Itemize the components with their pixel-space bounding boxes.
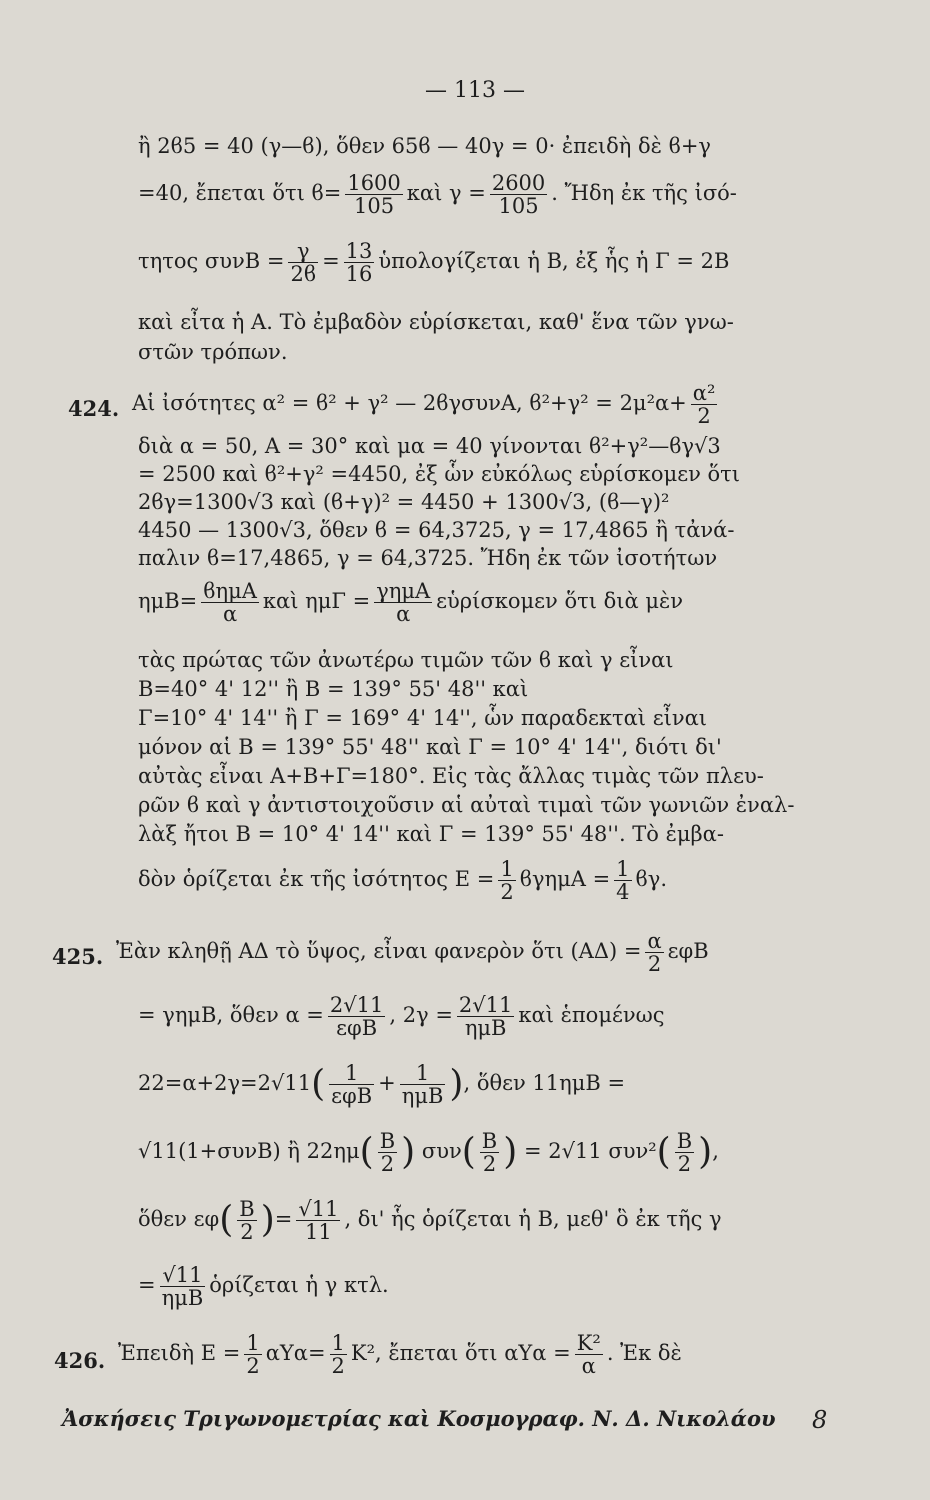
text-line: Β=40° 4' 12'' ἢ Β = 139° 55' 48'' καὶ (138, 677, 529, 701)
text-line: = √11 ημΒ ὁρίζεται ἡ γ κτλ. (138, 1263, 389, 1311)
text-line: Αἱ ἰσότητες α² = ϐ² + γ² — 2ϐγσυνΑ, ϐ²+γ² = 2μ²α+ $\frac{\text{α²}}{2}$ (132, 381, 716, 429)
fraction: 1 ημΒ (401, 1061, 444, 1109)
text-line: = 2500 καὶ ϐ²+γ² =4450, ἐξ ὧν εὐκόλως εὑρίσκομεν ὅτι (138, 462, 741, 486)
text-line: ὅθεν εφ( $\frac{B}{2}$ )= $\frac{√11}{11}$ , δι' ἧς ὁρίζεται ἡ Β, μεθ' ὃ ἐκ τῆς γ (138, 1197, 722, 1245)
fraction: $\frac{B}{2}$ (676, 1129, 693, 1177)
text-line: 4450 — 1300√3, ὅθεν ϐ = 64,3725, γ = 17,4865 ἢ τἀνά- (138, 518, 735, 542)
fraction: $\frac{1}{4}$ (616, 857, 630, 905)
fraction: $\frac{B}{2}$ (481, 1129, 498, 1177)
text-line: μόνον αἱ Β = 139° 55' 48'' καὶ Γ = 10° 4' 14'', διότι δι' (138, 735, 722, 759)
fraction: γημΑ α (376, 579, 431, 627)
fraction: $\frac{B}{2}$ (379, 1129, 396, 1177)
text-line: √11(1+συνΒ) ἢ 22ημ( $\frac{B}{2}$ ) συν( $\frac{B}{2}$ ) = 2√11 συν²( $\frac{B}{2}$ ), (138, 1129, 719, 1177)
text-line: Ἐπειδὴ Ε = $\frac{1}{2}$ αΥα= $\frac{1}{2}$ Κ², ἔπεται ὅτι αΥα = $\frac{\text{Κ²}}{\alpha}$ . Ἐκ δὲ (118, 1331, 682, 1379)
problem-number: 426. (54, 1348, 106, 1373)
text-line: τὰς πρώτας τῶν ἀνωτέρω τιμῶν τῶν ϐ καὶ γ εἶναι (138, 648, 674, 672)
fraction: $\frac{1}{2}$ (246, 1331, 260, 1379)
fraction: $\frac{1600}{105}$ (347, 171, 401, 219)
text-line: 2ϐγ=1300√3 καὶ (ϐ+γ)² = 4450 + 1300√3, (ϐ—γ)² (138, 490, 670, 514)
footer-signature: 8 (812, 1406, 828, 1434)
fraction: √11 ημΒ (161, 1263, 204, 1311)
footer-title: Ἀσκήσεις Τριγωνομετρίας καὶ Κοσμογραφ. Ν. Δ. Νικολάου (62, 1406, 776, 1431)
problem-number: 425. (52, 944, 104, 969)
text-line: ἢ 2ϐ5 = 40 (γ—ϐ), ὅθεν 65ϐ — 40γ = 0· ἐπειδὴ δὲ ϐ+γ (138, 134, 711, 158)
fraction: $\frac{\gamma}{2ϐ}$ (290, 239, 317, 287)
problem-number: 424. (68, 396, 120, 421)
fraction: 1 εφΒ (331, 1061, 373, 1109)
text-line: δὸν ὁρίζεται ἐκ τῆς ἰσότητος Ε = $\frac{1}{2}$ ϐγημΑ = $\frac{1}{4}$ ϐγ. (138, 857, 668, 905)
text-line: ρῶν ϐ καὶ γ ἀντιστοιχοῦσιν αἱ αὐταὶ τιμαὶ τῶν γωνιῶν ἐναλ- (138, 793, 795, 817)
text-line: τητος συνΒ = $\frac{\gamma}{2ϐ}$ = $\frac{13}{16}$ ὑπολογίζεται ἡ Β, ἐξ ἧς ἡ Γ = 2Β (138, 239, 730, 287)
fraction: $\frac{\alpha}{2}$ (647, 929, 662, 977)
text-line: διὰ α = 50, Α = 30° καὶ μα = 40 γίνονται ϐ²+γ²—ϐγ√3 (138, 434, 721, 458)
text-line: Ἐὰν κληθῇ ΑΔ τὸ ὕψος, εἶναι φανερὸν ὅτι (ΑΔ) = $\frac{\alpha}{2}$ εφΒ (116, 929, 709, 977)
fraction: $\frac{\text{α²}}{2}$ (692, 381, 716, 429)
text-line: στῶν τρόπων. (138, 340, 288, 364)
page-number: — 113 — (425, 78, 525, 103)
text-line: Γ=10° 4' 14'' ἢ Γ = 169° 4' 14'', ὧν παραδεκταὶ εἶναι (138, 706, 707, 730)
text-line: ημΒ= ϐημΑ α καὶ ημΓ = γημΑ α εὑρίσκομεν ὅτι διὰ μὲν (138, 579, 684, 627)
text-line: = γημΒ, ὅθεν α = 2√11 εφΒ , 2γ = 2√11 ημΒ καὶ ἑπομένως (138, 993, 665, 1041)
fraction: $\frac{1}{2}$ (500, 857, 514, 905)
text-line: αὐτὰς εἶναι Α+Β+Γ=180°. Εἰς τὰς ἄλλας τιμὰς τῶν πλευ- (138, 764, 764, 788)
fraction: 2√11 ημΒ (458, 993, 513, 1041)
text-line: παλιν ϐ=17,4865, γ = 64,3725. Ἤδη ἐκ τῶν ἰσοτήτων (138, 546, 718, 570)
fraction: $\frac{13}{16}$ (345, 239, 373, 287)
text-line: λὰξ ἤτοι Β = 10° 4' 14'' καὶ Γ = 139° 55' 48''. Τὸ ἐμβα- (138, 822, 724, 846)
fraction: $\frac{1}{2}$ (331, 1331, 345, 1379)
text-line: καὶ εἶτα ἡ Α. Τὸ ἐμβαδὸν εὑρίσκεται, καθ' ἕνα τῶν γνω- (138, 310, 734, 334)
fraction: $\frac{B}{2}$ (239, 1197, 255, 1245)
fraction: $\frac{√11}{11}$ (298, 1197, 339, 1245)
fraction: ϐημΑ α (203, 579, 257, 627)
text-line: 22=α+2γ=2√11( 1 εφΒ + 1 ημΒ ), ὅθεν 11ημΒ = (138, 1061, 626, 1109)
fraction: 2√11 εφΒ (329, 993, 384, 1041)
fraction: $\frac{2600}{105}$ (491, 171, 546, 219)
text-line: =40, ἔπεται ὅτι ϐ= $\frac{1600}{105}$ καὶ γ = $\frac{2600}{105}$ . Ἤδη ἐκ τῆς ἰσό- (138, 171, 737, 219)
fraction: $\frac{\text{Κ²}}{\alpha}$ (576, 1331, 601, 1379)
